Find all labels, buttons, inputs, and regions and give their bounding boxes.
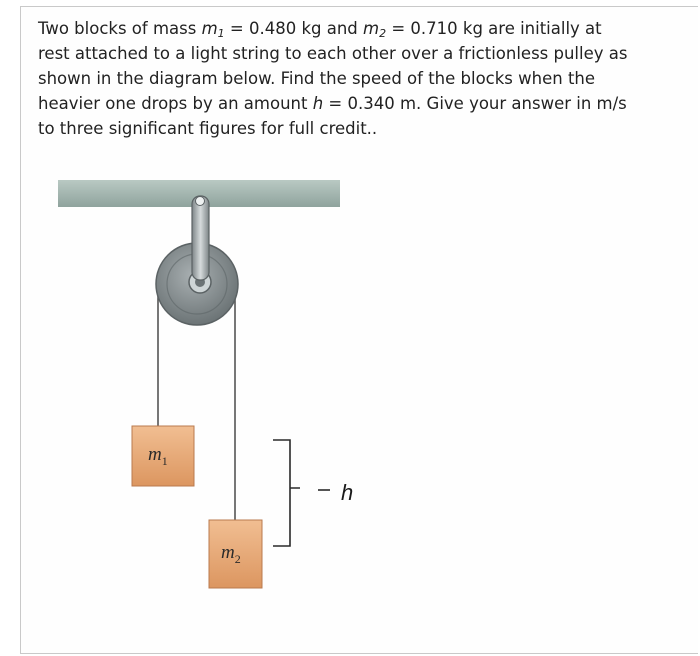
question-text-part1: Two blocks of mass	[38, 19, 202, 38]
block-m2-label: $m_2$	[221, 542, 241, 566]
block-m1	[132, 426, 194, 486]
h-brace	[273, 440, 330, 546]
question-text-part3: = 0.710 kg are initially at rest attached to a light string to each other over a frictionless pulley as shown in the diagram below. Find the speed of the blocks when the heavier one drops by an amount	[38, 19, 628, 113]
block-m2	[209, 520, 262, 588]
h-label: h	[341, 480, 354, 505]
question-text-part2: = 0.480 kg and	[224, 19, 364, 38]
h-symbol: h	[312, 94, 324, 113]
block-m1-label: $m_1$	[148, 444, 168, 468]
m1-symbol: $m_1$	[201, 19, 225, 40]
m2-symbol: $m_2$	[363, 19, 387, 40]
question-text-part4: = 0.340 m. Give your answer in m/s to three significant figures for full credit..	[38, 94, 627, 138]
pulley-hanger	[192, 196, 209, 280]
